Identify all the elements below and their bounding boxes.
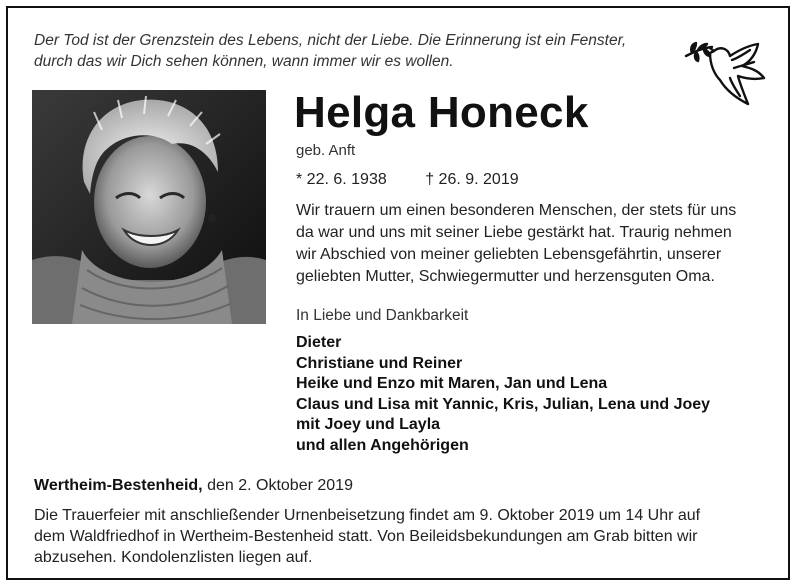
motto-line: Der Tod ist der Grenzstein des Lebens, nicht der Liebe. Die Erinnerung ist ein Fenster,	[34, 32, 627, 49]
tribute-line: da war und uns mit seiner Liebe gestärkt hat. Traurig nehmen	[296, 224, 732, 241]
motto-line: durch das wir Dich sehen können, wann immer wir es wollen.	[34, 53, 454, 70]
funeral-line: dem Waldfriedhof in Wertheim-Bestenheid statt. Von Beileidsbekundungen am Grab bitten wir	[34, 528, 698, 545]
place-and-date	[34, 477, 353, 495]
portrait-photo	[32, 90, 266, 324]
obituary-card	[6, 6, 790, 580]
family-member: Claus und Lisa mit Yannic, Kris, Julian, Lena und Joey	[296, 395, 711, 413]
life-dates	[296, 171, 519, 189]
place-name: Wertheim-Bestenheid,	[34, 477, 203, 494]
birth-name: geb. Anft	[296, 142, 356, 159]
notice-date: den 2. Oktober 2019	[207, 477, 353, 494]
family-member: mit Joey und Layla	[296, 416, 441, 433]
signoff: In Liebe und Dankbarkeit	[296, 307, 469, 324]
tribute-line: wir Abschied von meiner geliebten Lebensgefährtin, unserer	[296, 246, 722, 263]
death-date: † 26. 9. 2019	[425, 171, 519, 188]
tribute-line: Wir trauern um einen besonderen Menschen, der stets für uns	[296, 202, 737, 219]
motto-quote	[34, 30, 674, 72]
family-member: und allen Angehörigen	[296, 436, 469, 454]
birth-date: * 22. 6. 1938	[296, 171, 387, 188]
funeral-info	[34, 505, 794, 568]
family-member: Dieter	[296, 334, 342, 351]
dove-icon	[680, 38, 780, 118]
tribute-line: geliebten Mutter, Schwiegermutter und herzensguten Oma.	[296, 268, 715, 285]
family-member: Heike und Enzo mit Maren, Jan und Lena	[296, 375, 608, 392]
funeral-line: abzusehen. Kondolenzlisten liegen auf.	[34, 549, 313, 566]
tribute-text	[296, 200, 786, 288]
funeral-line: Die Trauerfeier mit anschließender Urnenbeisetzung findet am 9. Oktober 2019 um 14 Uhr auf	[34, 507, 701, 524]
family-member: Christiane und Reiner	[296, 354, 463, 372]
deceased-name: Helga Honeck	[294, 88, 589, 137]
family-list	[296, 333, 786, 456]
